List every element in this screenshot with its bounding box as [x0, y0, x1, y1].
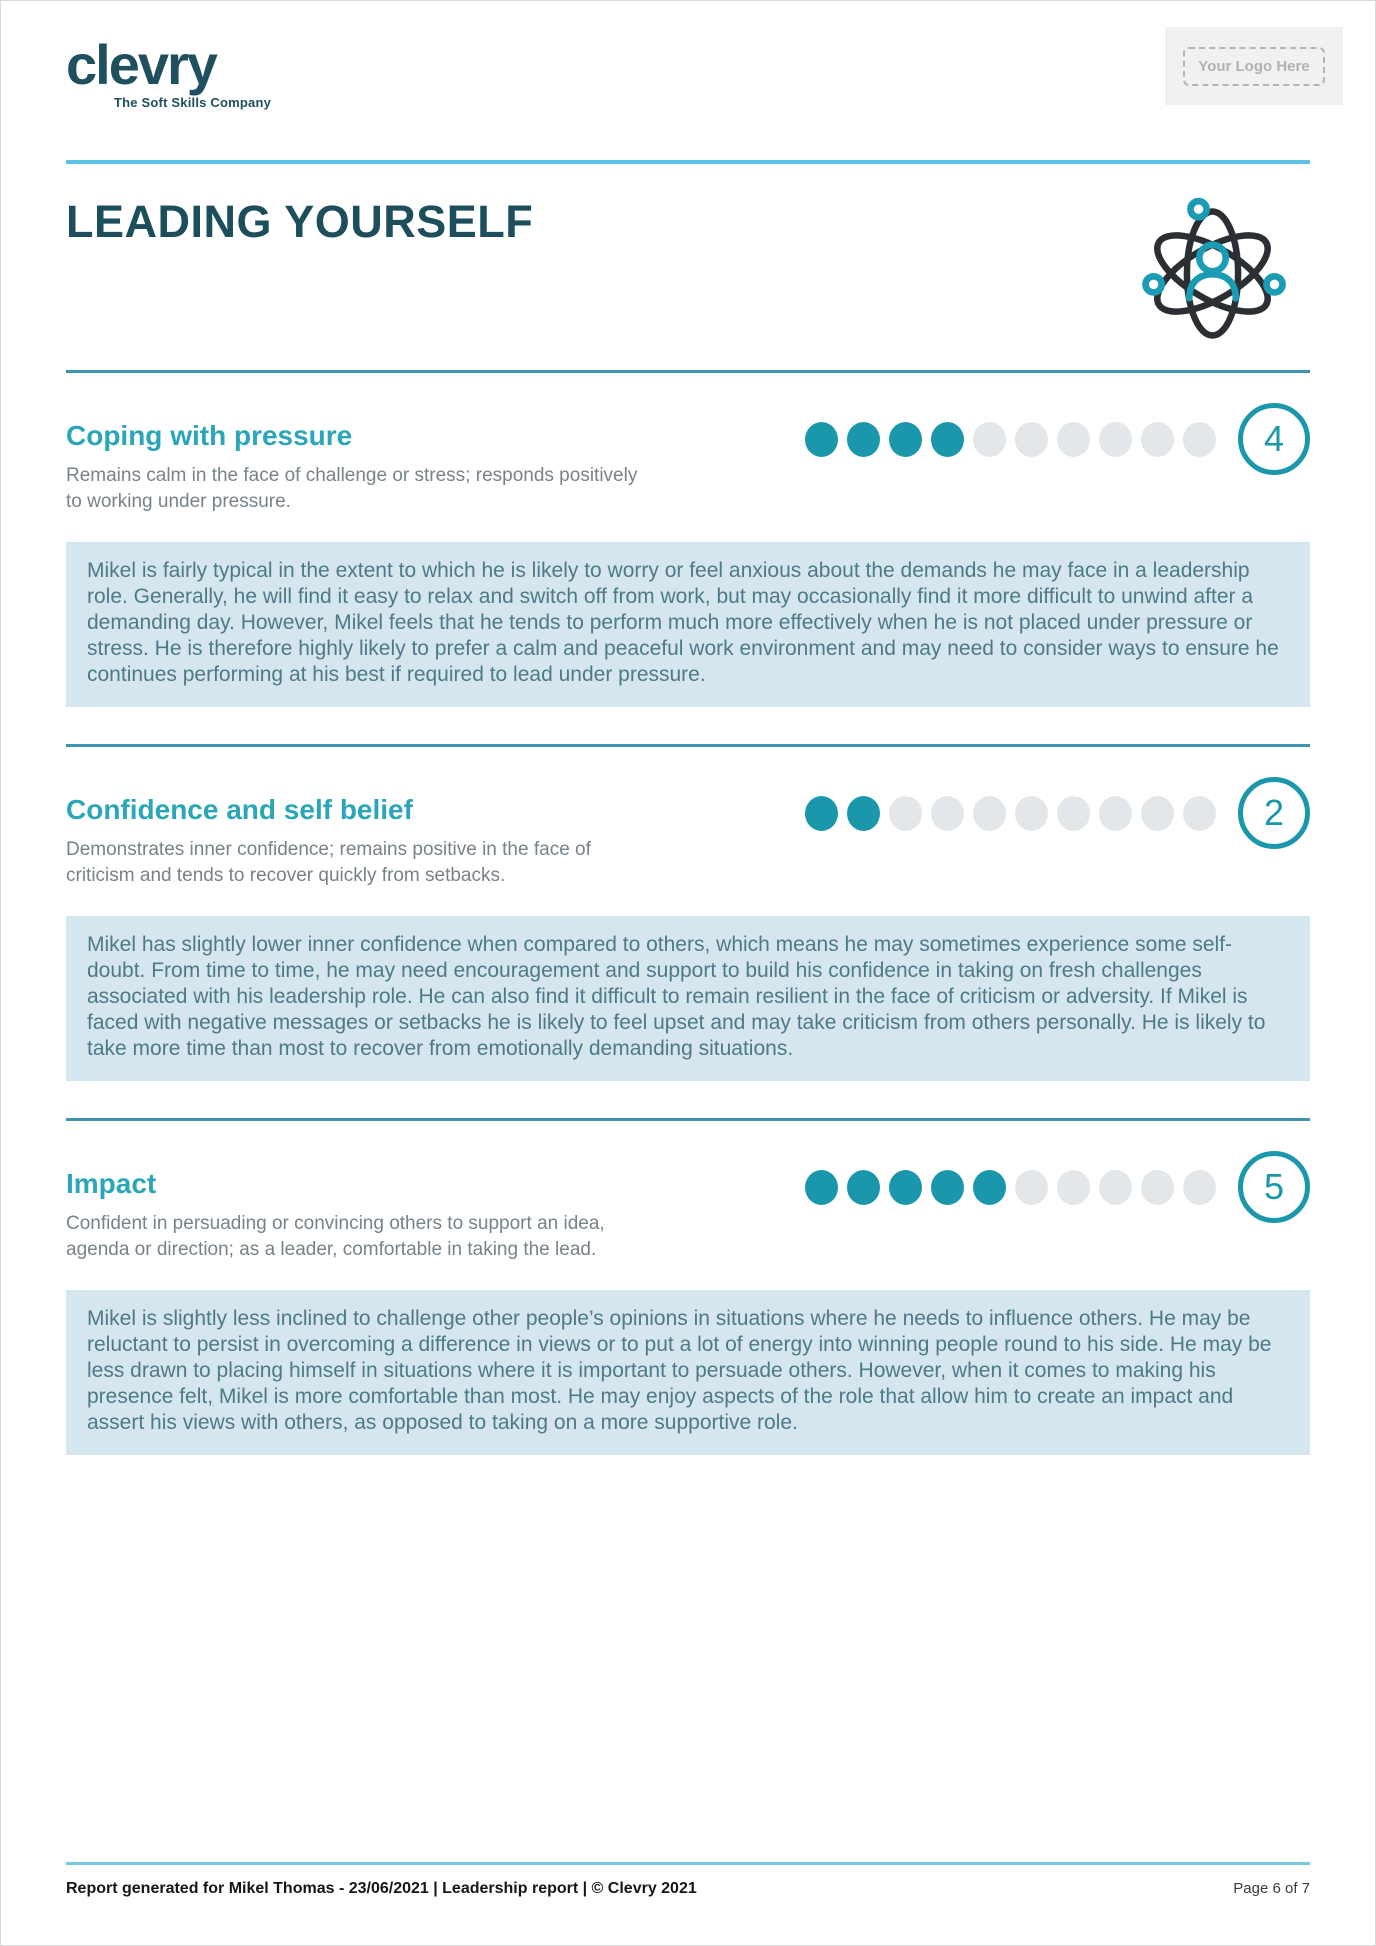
rating-dot [805, 796, 838, 831]
rating-dots [796, 796, 1216, 831]
footer-report-info: Report generated for Mikel Thomas - 23/06/2021 | Leadership report | © Clevry 2021 [66, 1880, 697, 1897]
section-description: Remains calm in the face of challenge or stress; responds positively to working under pressure. [66, 464, 638, 512]
score-badge [1238, 403, 1310, 475]
rating-dots [796, 1170, 1216, 1205]
page-title: LEADING YOURSELF [66, 196, 534, 247]
rating-dot [889, 1170, 922, 1205]
summary-box [66, 542, 1310, 707]
section-info [66, 419, 651, 515]
rating-dot [847, 796, 880, 831]
logo-placeholder [1165, 27, 1343, 105]
rating-dot [1099, 422, 1132, 457]
summary-text: Mikel is fairly typical in the extent to which he is likely to worry or feel anxious about the demands he may face in a leadership role. Generally, he will find it easy to relax and switch off from work, but may occasionally find it more difficult to unwind after a demanding day. However, Mikel feels that he tends to perform much more effectively when he is not placed under pressure or stress. He is therefore highly likely to prefer a calm and peaceful work environment and may need to consider ways to ensure he continues performing at his best if required to lead under pressure. [87, 559, 1279, 687]
section-description: Demonstrates inner confidence; remains positive in the face of criticism and tends to recover quickly from setbacks. [66, 838, 591, 886]
rating-dot [1183, 422, 1216, 457]
score-badge [1238, 1151, 1310, 1223]
summary-box [66, 916, 1310, 1081]
section-header [66, 419, 1310, 515]
rating-scale [796, 1151, 1310, 1223]
brand-tagline: The Soft Skills Company [114, 95, 272, 110]
rating-dot [931, 1170, 964, 1205]
rating-dot [1057, 1170, 1090, 1205]
rating-dot [1057, 796, 1090, 831]
rating-dot [973, 1170, 1006, 1205]
rating-dot [1015, 1170, 1048, 1205]
rating-dot [847, 1170, 880, 1205]
rating-dot [973, 422, 1006, 457]
rating-dot [847, 422, 880, 457]
rating-dot [805, 1170, 838, 1205]
section-heading: Impact [66, 1168, 157, 1200]
summary-box [66, 1290, 1310, 1455]
footer [66, 1862, 1310, 1898]
rating-dot [1057, 422, 1090, 457]
section-confidence-and-self-belief [66, 744, 1310, 1081]
summary-text: Mikel is slightly less inclined to challenge other people’s opinions in situations where he needs to influence others. He may be reluctant to persist in overcoming a difference in views or to put a lot of energy into winning people round to his side. He may be less drawn to placing himself in situations where it is important to persuade others. However, when it comes to making his presence felt, Mikel is more comfortable than most. He may enjoy aspects of the role that allow him to create an impact and assert his views with others, as opposed to taking on a more supportive role. [87, 1307, 1272, 1435]
score-value: 2 [1263, 792, 1285, 834]
score-badge [1238, 777, 1310, 849]
rating-dots [796, 422, 1216, 457]
rating-scale [796, 403, 1310, 475]
section-impact [66, 1118, 1310, 1455]
rating-dot [1183, 796, 1216, 831]
section-description: Confident in persuading or convincing others to support an idea, agenda or direction; as a leader, comfortable in taking the lead. [66, 1212, 605, 1260]
rating-dot [805, 422, 838, 457]
rating-dot [1183, 1170, 1216, 1205]
section-heading: Confidence and self belief [66, 794, 413, 826]
section-info [66, 793, 651, 889]
logo-placeholder-label: Your Logo Here [1183, 47, 1324, 86]
rating-dot [1099, 796, 1132, 831]
section-header [66, 793, 1310, 889]
rating-scale [796, 777, 1310, 849]
rating-dot [1141, 1170, 1174, 1205]
rating-dot [1141, 796, 1174, 831]
rating-dot [931, 796, 964, 831]
rating-dot [1015, 422, 1048, 457]
clevry-wordmark: clevry [66, 33, 216, 96]
title-block [66, 164, 1310, 373]
rating-dot [889, 422, 922, 457]
page-number: Page 6 of 7 [1233, 1880, 1310, 1897]
section-heading: Coping with pressure [66, 420, 353, 451]
atom-person-icon [1135, 196, 1290, 351]
section-coping-with-pressure [66, 373, 1310, 707]
clevry-logo [66, 1, 1310, 110]
score-value: 4 [1263, 418, 1285, 459]
rating-dot [1099, 1170, 1132, 1205]
rating-dot [1015, 796, 1048, 831]
header [66, 1, 1310, 164]
rating-dot [1141, 422, 1174, 457]
score-value: 5 [1263, 1166, 1285, 1208]
rating-dot [889, 796, 922, 831]
section-info [66, 1167, 651, 1263]
rating-dot [931, 422, 964, 457]
section-header [66, 1167, 1310, 1263]
rating-dot [973, 796, 1006, 831]
summary-text: Mikel has slightly lower inner confidence when compared to others, which means he may sometimes experience some self-doubt. From time to time, he may need encouragement and support to build his confidence in taking on fresh challenges associated with his leadership role. He can also find it difficult to remain resilient in the face of criticism or adversity. If Mikel is faced with negative messages or setbacks he is likely to feel upset and may take criticism from others personally. He is likely to take more time than most to recover from emotionally demanding situations. [87, 933, 1266, 1061]
